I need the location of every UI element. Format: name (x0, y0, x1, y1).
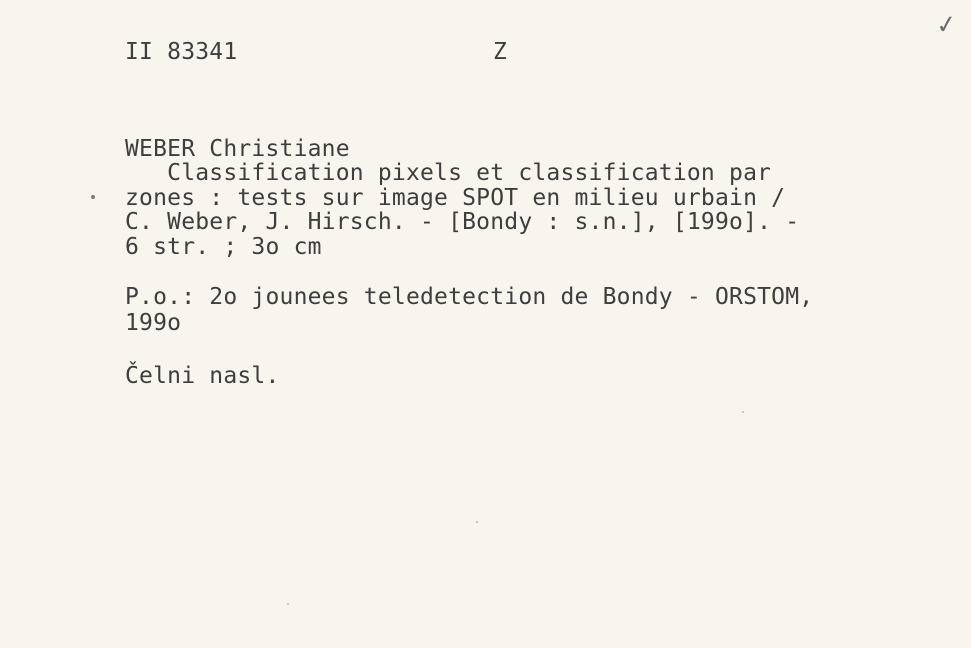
author-name: WEBER Christiane (125, 136, 350, 162)
classification-code: Z (493, 39, 508, 65)
checkmark-icon: ✓ (934, 8, 959, 41)
title-note: Čelni nasl. (125, 363, 280, 389)
paper-speck (742, 411, 744, 413)
title-line-2: zones : tests sur image SPOT en milieu urbain / (125, 185, 786, 211)
note-line-1: P.o.: 2o jounees teledetection de Bondy - ORSTOM, (125, 284, 814, 310)
call-number: II 83341 (125, 39, 238, 65)
note-line-2: 199o (125, 310, 182, 336)
title-line-3: C. Weber, J. Hirsch. - [Bondy : s.n.], [199o]. - (125, 209, 800, 235)
title-line-4: 6 str. ; 3o cm (125, 234, 322, 260)
margin-dot (91, 195, 95, 199)
paper-speck (287, 603, 289, 605)
title-line-1: Classification pixels et classification par (125, 160, 772, 186)
paper-speck (476, 521, 478, 523)
